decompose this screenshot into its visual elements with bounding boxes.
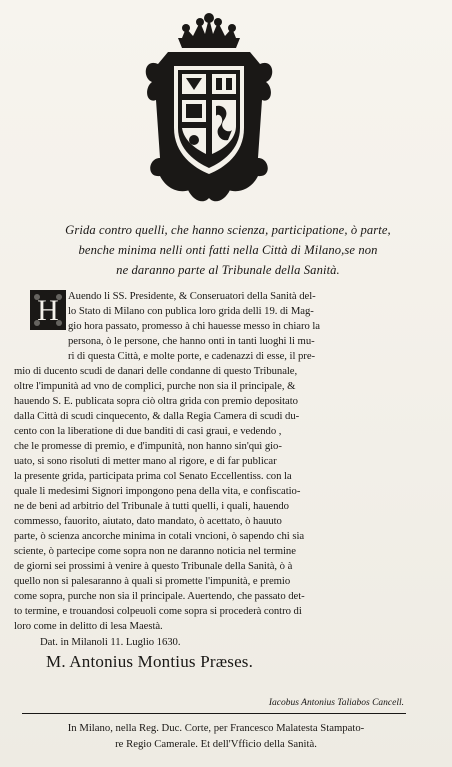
body-line: ne de beni ad arbitrio del Tribunale à tutti quelli, i quali, hauendo — [14, 500, 289, 512]
body-line: uato, si sono risoluti di metter mano al rigore, e di far publicar — [14, 455, 277, 467]
body-line: lo Stato di Milano con publica loro grida delli 19. di Mag- — [68, 305, 314, 317]
title-line: benche minima nelli onti fatti nella Città di Milano,se non — [78, 243, 378, 257]
body-line: persona, ò le persone, che hanno onti in tanti luoghi li mu- — [68, 335, 315, 347]
body-line: che le promesse di premio, e d'impunità, non hanno sin'quì gio- — [14, 440, 282, 452]
body-line: sciente, ò partecipe come sopra non ne daranno noticia nel termine — [14, 545, 296, 557]
body-line: gio hora passato, promesso à chi hauesse messo in chiaro la — [68, 320, 321, 332]
body-line: oltre l'impunità ad vno de complici, purche non sia il principale, & — [14, 380, 296, 392]
body-line: ri di questa Città, e molte porte, e cadenazzi di esse, il pre- — [68, 350, 316, 362]
body-line: come sopra, purche non sia il principale. Auertendo, che passato det- — [14, 590, 305, 602]
body-line: la presente grida, participata prima col Senato Eccellentiss. con la — [14, 470, 292, 482]
body-line: dalla Città di scudi cinquecento, & dalla Regia Camera di scudi du- — [14, 410, 300, 422]
signature-praeses: M. Antonius Montius Præses. — [46, 652, 254, 671]
title-line: Grida contro quelli, che hanno scienza, participatione, ò parte, — [65, 223, 391, 237]
dropcap-letter — [30, 290, 66, 330]
divider-rule — [22, 713, 406, 714]
body-line: de giorni sei prossimi à venire à questo Tribunale della Sanità, ò à — [14, 560, 293, 572]
imprint-line: In Milano, nella Reg. Duc. Corte, per Francesco Malatesta Stampato- — [67, 722, 365, 734]
edict-title — [18, 220, 438, 280]
printer-imprint — [22, 720, 410, 752]
body-line: quale li medesimi Signori impongono pena della vita, e confiscatio- — [14, 485, 301, 497]
body-line: mio di ducento scudi de danari delle condanne di questo Tribunale, — [14, 365, 298, 377]
body-line: commesso, fauorito, aiutato, dato mandato, ò acettato, ò hauuto — [14, 515, 282, 527]
date-line: Dat. in Milanoli 11. Luglio 1630. — [40, 636, 181, 648]
body-line: Auendo li SS. Presidente, & Conseruatori della Sanità del- — [68, 290, 316, 302]
title-line: ne daranno parte al Tribunale della Sanità. — [116, 263, 340, 277]
body-line: loro come in delitto di lesa Maestà. — [14, 620, 163, 632]
imprint-line: re Regio Camerale. Et dell'Vfficio della Sanità. — [115, 738, 317, 750]
signature-cancelliere: Iacobus Antonius Taliabos Cancell. — [268, 698, 404, 708]
dropcap-glyph: H — [37, 294, 59, 327]
body-line: hauendo S. E. publicata sopra ciò oltra grida con premio depositato — [14, 395, 298, 407]
body-line: to termine, e trouandosi colpeuoli come sopra si procederà contro di — [14, 605, 302, 617]
body-line: parte, ò scienza ancorche minima in cotali vncioni, ò sapendo chi sia — [14, 530, 305, 542]
coat-of-arms-icon — [138, 8, 280, 208]
body-line: cento con la liberatione di due banditi di casi graui, e vedendo , — [14, 425, 282, 437]
body-line: quello non si palesaranno à quali si promette l'impunità, e premio — [14, 575, 291, 587]
